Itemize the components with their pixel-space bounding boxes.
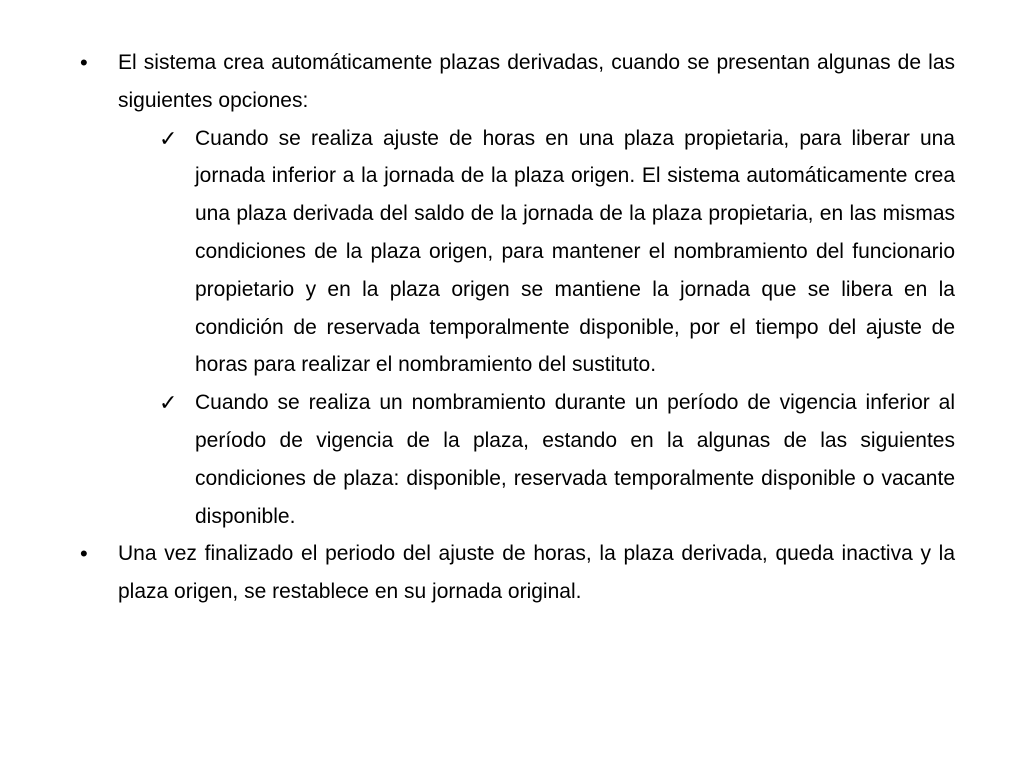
bullet-item bbox=[80, 535, 955, 611]
checkmark-icon: ✓ bbox=[159, 390, 178, 416]
checklist-item-text: Cuando se realiza un nombramiento durante un período de vigencia inferior al período de vigencia de la plaza, estando en la algunas de las siguientes condiciones de plaza: disponible, reservada temporalmente disponible o vacante disponible. bbox=[195, 391, 955, 528]
bullet-item bbox=[80, 44, 955, 120]
checklist-item bbox=[159, 384, 955, 535]
bullet-item-text: Una vez finalizado el periodo del ajuste de horas, la plaza derivada, queda inactiva y la plaza origen, se restablece en su jornada original. bbox=[118, 542, 955, 604]
bullet-item-text: El sistema crea automáticamente plazas derivadas, cuando se presentan algunas de las siguientes opciones: bbox=[118, 51, 955, 112]
bullet-icon: • bbox=[80, 50, 88, 75]
checklist-item bbox=[159, 120, 955, 385]
bullet-icon: • bbox=[80, 541, 88, 567]
checklist-item-text: Cuando se realiza ajuste de horas en una plaza propietaria, para liberar una jornada inferior a la jornada de la plaza origen. El sistema automáticamente crea una plaza derivada del saldo de la jornada de la plaza propietaria, en las mismas condiciones de la plaza origen, para mantener el nombramiento del funcionario propietario y en la plaza origen se mantiene la jornada que se libera en la condición de reservada temporalmente disponible, por el tiempo del ajuste de horas para realizar el nombramiento del sustituto. bbox=[195, 126, 955, 377]
document-body bbox=[0, 44, 1024, 611]
checkmark-icon: ✓ bbox=[159, 125, 178, 151]
